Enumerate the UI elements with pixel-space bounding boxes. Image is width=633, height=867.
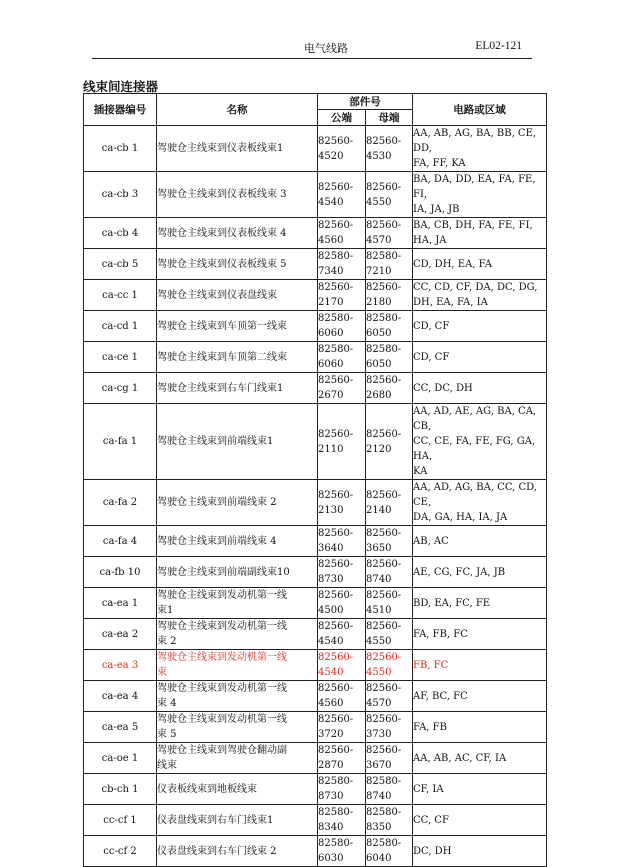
- cell-line: 82560-: [318, 714, 354, 725]
- connector-id-cell: ca-cb 1: [84, 126, 157, 172]
- cell-line: 6060: [318, 359, 344, 370]
- table-row: [84, 373, 547, 404]
- col-male: 公端: [318, 110, 366, 126]
- cell-line: 8740: [366, 791, 392, 802]
- cell-line: 4550: [366, 636, 392, 647]
- circuit-cell: [413, 650, 547, 681]
- cell-line: 82560-: [366, 220, 402, 231]
- cell-line: 82560-: [318, 489, 354, 501]
- male-part-cell: [318, 650, 366, 681]
- name-cell: 驾驶仓主线束到前端线束 4: [157, 526, 318, 557]
- cell-line: 82580-: [366, 344, 402, 355]
- cell-line: 82580-: [318, 807, 354, 818]
- cell-line: CF, IA: [413, 783, 444, 795]
- cell-line: BA, DA, DD, EA, FA, FE, FI,: [413, 174, 536, 200]
- cell-line: 82560-: [366, 714, 402, 725]
- cell-line: BA, CB, DH, FA, FE, FI,: [413, 220, 533, 231]
- table-row: [84, 526, 547, 557]
- cell-line: 82560-: [318, 528, 354, 539]
- table-row: [84, 805, 547, 836]
- circuit-cell: [413, 126, 547, 172]
- section-title: 线束间连接器: [83, 79, 159, 94]
- cell-line: 82560-: [318, 181, 354, 193]
- cell-line: 82560-: [366, 652, 402, 663]
- connector-id-cell: cc-cf 1: [84, 805, 157, 836]
- cell-line: 6050: [366, 328, 392, 339]
- connector-id-cell: cc-cf 2: [84, 836, 157, 867]
- cell-line: 8340: [318, 822, 344, 833]
- male-part-cell: [318, 373, 366, 404]
- cell-line: 82580-: [318, 313, 354, 324]
- cell-line: 4560: [318, 698, 344, 709]
- female-part-cell: [366, 557, 413, 588]
- name-cell: [157, 619, 318, 650]
- name-cell: [157, 681, 318, 712]
- page-header: [92, 40, 532, 59]
- female-part-cell: [366, 526, 413, 557]
- name-cell: 仪表盘线束到右车门线束1: [157, 805, 318, 836]
- cell-line: 82580-: [318, 251, 354, 262]
- cell-line: 4550: [366, 196, 392, 208]
- male-part-cell: [318, 218, 366, 249]
- female-part-cell: [366, 126, 413, 172]
- male-part-cell: [318, 619, 366, 650]
- cell-line: 82560-: [366, 181, 402, 193]
- cell-line: 3650: [366, 543, 392, 554]
- table-row: [84, 836, 547, 867]
- circuit-cell: [413, 588, 547, 619]
- name-cell: 驾驶仓主线束到前端线束 2: [157, 480, 318, 526]
- page-code: EL02-121: [475, 40, 522, 52]
- table-row: [84, 311, 547, 342]
- cell-line: 驾驶仓主线束到发动机第一线: [157, 652, 287, 663]
- cell-line: 2110: [318, 443, 344, 455]
- cell-line: 82580-: [366, 807, 402, 818]
- cell-line: 束1: [157, 605, 174, 616]
- female-part-cell: [366, 480, 413, 526]
- cell-line: 4570: [366, 235, 392, 246]
- cell-line: 束 5: [157, 729, 177, 740]
- female-part-cell: [366, 805, 413, 836]
- table-row: [84, 342, 547, 373]
- table-row: [84, 172, 547, 218]
- circuit-cell: [413, 526, 547, 557]
- female-part-cell: [366, 743, 413, 774]
- male-part-cell: [318, 311, 366, 342]
- cell-line: 6030: [318, 853, 344, 864]
- cell-line: 驾驶仓主线束到发动机第一线: [157, 683, 287, 694]
- col-name: 名称: [157, 94, 318, 126]
- cell-line: 82560-: [318, 683, 354, 694]
- cell-line: 8730: [318, 791, 344, 802]
- male-part-cell: [318, 774, 366, 805]
- cell-line: CD, CF: [413, 320, 450, 332]
- connector-id-cell: ca-cd 1: [84, 311, 157, 342]
- connector-id-cell: ca-oe 1: [84, 743, 157, 774]
- table-row: [84, 588, 547, 619]
- cell-line: 2130: [318, 504, 344, 516]
- cell-line: 4540: [318, 667, 344, 678]
- cell-line: 82560-: [318, 282, 354, 293]
- name-cell: 驾驶仓主线束到车顶第二线束: [157, 342, 318, 373]
- cell-line: AB, AC: [413, 535, 449, 547]
- cell-line: 4540: [318, 636, 344, 647]
- circuit-cell: [413, 805, 547, 836]
- cell-line: 3640: [318, 543, 344, 554]
- connector-id-cell: ca-ea 4: [84, 681, 157, 712]
- connector-id-cell: ca-cc 1: [84, 280, 157, 311]
- male-part-cell: [318, 342, 366, 373]
- male-part-cell: [318, 249, 366, 280]
- table-row: [84, 404, 547, 480]
- cell-line: 6050: [366, 359, 392, 370]
- cell-line: AA, AD, AE, AG, BA, CA, CB,: [413, 406, 537, 432]
- cell-line: CC, DC, DH: [413, 382, 473, 394]
- connector-id-cell: ca-cb 5: [84, 249, 157, 280]
- cell-line: 7340: [318, 266, 344, 277]
- cell-line: FA, FB: [413, 721, 447, 733]
- circuit-cell: [413, 373, 547, 404]
- cell-line: 82560-: [366, 621, 402, 632]
- female-part-cell: [366, 404, 413, 480]
- cell-line: 82560-: [366, 559, 402, 570]
- cell-line: 82560-: [318, 220, 354, 231]
- connector-id-cell: ca-fb 10: [84, 557, 157, 588]
- cell-line: 2140: [366, 504, 392, 516]
- name-cell: [157, 712, 318, 743]
- female-part-cell: [366, 311, 413, 342]
- connector-id-cell: ca-ea 1: [84, 588, 157, 619]
- circuit-cell: [413, 681, 547, 712]
- cell-line: 4570: [366, 698, 392, 709]
- cell-line: 8740: [366, 574, 392, 585]
- female-part-cell: [366, 836, 413, 867]
- female-part-cell: [366, 373, 413, 404]
- cell-line: 82580-: [318, 344, 354, 355]
- male-part-cell: [318, 743, 366, 774]
- cell-line: 82560-: [318, 590, 354, 601]
- circuit-cell: [413, 218, 547, 249]
- male-part-cell: [318, 588, 366, 619]
- table-row: [84, 557, 547, 588]
- male-part-cell: [318, 526, 366, 557]
- male-part-cell: [318, 712, 366, 743]
- col-female: 母端: [366, 110, 413, 126]
- female-part-cell: [366, 588, 413, 619]
- name-cell: 驾驶仓主线束到仪表板线束 5: [157, 249, 318, 280]
- circuit-cell: [413, 712, 547, 743]
- cell-line: AF, BC, FC: [413, 690, 468, 702]
- male-part-cell: [318, 681, 366, 712]
- cell-line: 3670: [366, 760, 392, 771]
- table-row: [84, 126, 547, 172]
- cell-line: 3720: [318, 729, 344, 740]
- circuit-cell: [413, 480, 547, 526]
- name-cell: 驾驶仓主线束到仪表板线束 4: [157, 218, 318, 249]
- cell-line: 8350: [366, 822, 392, 833]
- cell-line: 2670: [318, 390, 344, 401]
- female-part-cell: [366, 681, 413, 712]
- cell-line: 4540: [318, 196, 344, 208]
- male-part-cell: [318, 126, 366, 172]
- cell-line: FA, FF, KA: [413, 158, 466, 169]
- cell-line: CC, CF: [413, 814, 449, 826]
- cell-line: 束 2: [157, 636, 177, 647]
- cell-line: 6040: [366, 853, 392, 864]
- cell-line: 束 4: [157, 698, 177, 709]
- circuit-cell: [413, 311, 547, 342]
- cell-line: 2170: [318, 297, 344, 308]
- table-row: [84, 650, 547, 681]
- connector-table: [83, 93, 547, 867]
- cell-line: IA, JA, JB: [413, 204, 460, 215]
- table-row: [84, 774, 547, 805]
- name-cell: [157, 743, 318, 774]
- col-circuit: 电路或区域: [413, 94, 547, 126]
- male-part-cell: [318, 557, 366, 588]
- female-part-cell: [366, 218, 413, 249]
- cell-line: CD, CF: [413, 351, 450, 363]
- cell-line: 4520: [318, 150, 344, 162]
- connector-id-cell: ca-fa 1: [84, 404, 157, 480]
- cell-line: 82580-: [366, 313, 402, 324]
- name-cell: 驾驶仓主线束到右车门线束1: [157, 373, 318, 404]
- cell-line: 线束: [157, 760, 177, 771]
- cell-line: 82560-: [366, 375, 402, 386]
- cell-line: AA, AB, AC, CF, IA: [413, 752, 507, 764]
- cell-line: DH, EA, FA, IA: [413, 297, 488, 308]
- connector-id-cell: ca-cg 1: [84, 373, 157, 404]
- cell-line: DC, DH: [413, 845, 452, 857]
- cell-line: 82560-: [318, 135, 354, 147]
- circuit-cell: [413, 836, 547, 867]
- header-title: 电气线路: [304, 42, 348, 55]
- cell-line: FB, FC: [413, 659, 449, 671]
- cell-line: DA, GA, HA, IA, JA: [413, 512, 508, 523]
- cell-line: 2680: [366, 390, 392, 401]
- cell-line: 2180: [366, 297, 392, 308]
- cell-line: 82580-: [366, 838, 402, 849]
- name-cell: [157, 650, 318, 681]
- female-part-cell: [366, 774, 413, 805]
- name-cell: 驾驶仓主线束到仪表盘线束: [157, 280, 318, 311]
- table-row: [84, 218, 547, 249]
- name-cell: [157, 588, 318, 619]
- cell-line: 82560-: [366, 282, 402, 293]
- cell-line: 82580-: [318, 838, 354, 849]
- cell-line: CD, DH, EA, FA: [413, 258, 492, 270]
- cell-line: 4510: [366, 605, 392, 616]
- cell-line: 4560: [318, 235, 344, 246]
- connector-id-cell: ca-ea 5: [84, 712, 157, 743]
- table-body: [84, 126, 547, 867]
- table-row: [84, 743, 547, 774]
- connector-id-cell: ca-ea 3: [84, 650, 157, 681]
- female-part-cell: [366, 280, 413, 311]
- cell-line: 82580-: [366, 251, 402, 262]
- female-part-cell: [366, 172, 413, 218]
- female-part-cell: [366, 650, 413, 681]
- cell-line: 8730: [318, 574, 344, 585]
- male-part-cell: [318, 404, 366, 480]
- table-row: [84, 619, 547, 650]
- circuit-cell: [413, 280, 547, 311]
- male-part-cell: [318, 280, 366, 311]
- name-cell: 驾驶仓主线束到仪表板线束 3: [157, 172, 318, 218]
- cell-line: CC, CD, CF, DA, DC, DG,: [413, 282, 538, 293]
- cell-line: 2870: [318, 760, 344, 771]
- table-row: [84, 480, 547, 526]
- circuit-cell: [413, 172, 547, 218]
- name-cell: 驾驶仓主线束到前端线束1: [157, 404, 318, 480]
- circuit-cell: [413, 342, 547, 373]
- connector-id-cell: ca-ea 2: [84, 619, 157, 650]
- cell-line: 82560-: [366, 683, 402, 694]
- cell-line: 82560-: [318, 621, 354, 632]
- circuit-cell: [413, 619, 547, 650]
- male-part-cell: [318, 836, 366, 867]
- cell-line: AA, AB, AG, BA, BB, CE, DD,: [413, 128, 537, 154]
- table-row: [84, 681, 547, 712]
- cell-line: 4530: [366, 150, 392, 162]
- name-cell: 驾驶仓主线束到仪表板线束1: [157, 126, 318, 172]
- cell-line: KA: [413, 466, 428, 477]
- cell-line: 驾驶仓主线束到发动机第一线: [157, 590, 287, 601]
- table-row: [84, 249, 547, 280]
- cell-line: BD, EA, FC, FE: [413, 597, 491, 609]
- connector-id-cell: cb-ch 1: [84, 774, 157, 805]
- cell-line: 82560-: [366, 590, 402, 601]
- circuit-cell: [413, 557, 547, 588]
- cell-line: 6060: [318, 328, 344, 339]
- cell-line: 驾驶仓主线束到发动机第一线: [157, 621, 287, 632]
- table-row: [84, 280, 547, 311]
- cell-line: AE, CG, FC, JA, JB: [413, 566, 506, 578]
- male-part-cell: [318, 480, 366, 526]
- cell-line: 4550: [366, 667, 392, 678]
- cell-line: 82560-: [366, 428, 402, 440]
- cell-line: 7210: [366, 266, 392, 277]
- col-part-no: 部件号: [318, 94, 413, 110]
- cell-line: 4500: [318, 605, 344, 616]
- circuit-cell: [413, 774, 547, 805]
- connector-id-cell: ca-ce 1: [84, 342, 157, 373]
- cell-line: 82560-: [318, 559, 354, 570]
- cell-line: 82560-: [318, 375, 354, 386]
- cell-line: 82560-: [366, 528, 402, 539]
- female-part-cell: [366, 249, 413, 280]
- cell-line: 驾驶仓主线束到驾驶仓翻动副: [157, 745, 287, 756]
- name-cell: 驾驶仓主线束到前端副线束10: [157, 557, 318, 588]
- male-part-cell: [318, 805, 366, 836]
- cell-line: FA, FB, FC: [413, 628, 468, 640]
- male-part-cell: [318, 172, 366, 218]
- circuit-cell: [413, 404, 547, 480]
- female-part-cell: [366, 712, 413, 743]
- cell-line: 3730: [366, 729, 392, 740]
- cell-line: 束: [157, 667, 167, 678]
- cell-line: 82560-: [366, 489, 402, 501]
- female-part-cell: [366, 619, 413, 650]
- cell-line: 82560-: [318, 745, 354, 756]
- cell-line: 82580-: [366, 776, 402, 787]
- connector-id-cell: ca-cb 4: [84, 218, 157, 249]
- female-part-cell: [366, 342, 413, 373]
- cell-line: 82560-: [366, 135, 402, 147]
- name-cell: 仪表盘线束到右车门线束 2: [157, 836, 318, 867]
- cell-line: 82560-: [366, 745, 402, 756]
- cell-line: 82560-: [318, 428, 354, 440]
- cell-line: CC, CE, FA, FE, FG, GA, HA,: [413, 436, 536, 462]
- cell-line: 82560-: [318, 652, 354, 663]
- cell-line: 82580-: [318, 776, 354, 787]
- circuit-cell: [413, 743, 547, 774]
- col-connector-id: 插接器编号: [84, 94, 157, 126]
- connector-id-cell: ca-fa 2: [84, 480, 157, 526]
- circuit-cell: [413, 249, 547, 280]
- cell-line: 驾驶仓主线束到发动机第一线: [157, 714, 287, 725]
- cell-line: AA, AD, AG, BA, CC, CD, CE,: [413, 482, 537, 508]
- name-cell: 仪表板线束到地板线束: [157, 774, 318, 805]
- connector-id-cell: ca-cb 3: [84, 172, 157, 218]
- table-row: [84, 712, 547, 743]
- cell-line: 2120: [366, 443, 392, 455]
- name-cell: 驾驶仓主线束到车顶第一线束: [157, 311, 318, 342]
- connector-id-cell: ca-fa 4: [84, 526, 157, 557]
- cell-line: HA, JA: [413, 235, 447, 246]
